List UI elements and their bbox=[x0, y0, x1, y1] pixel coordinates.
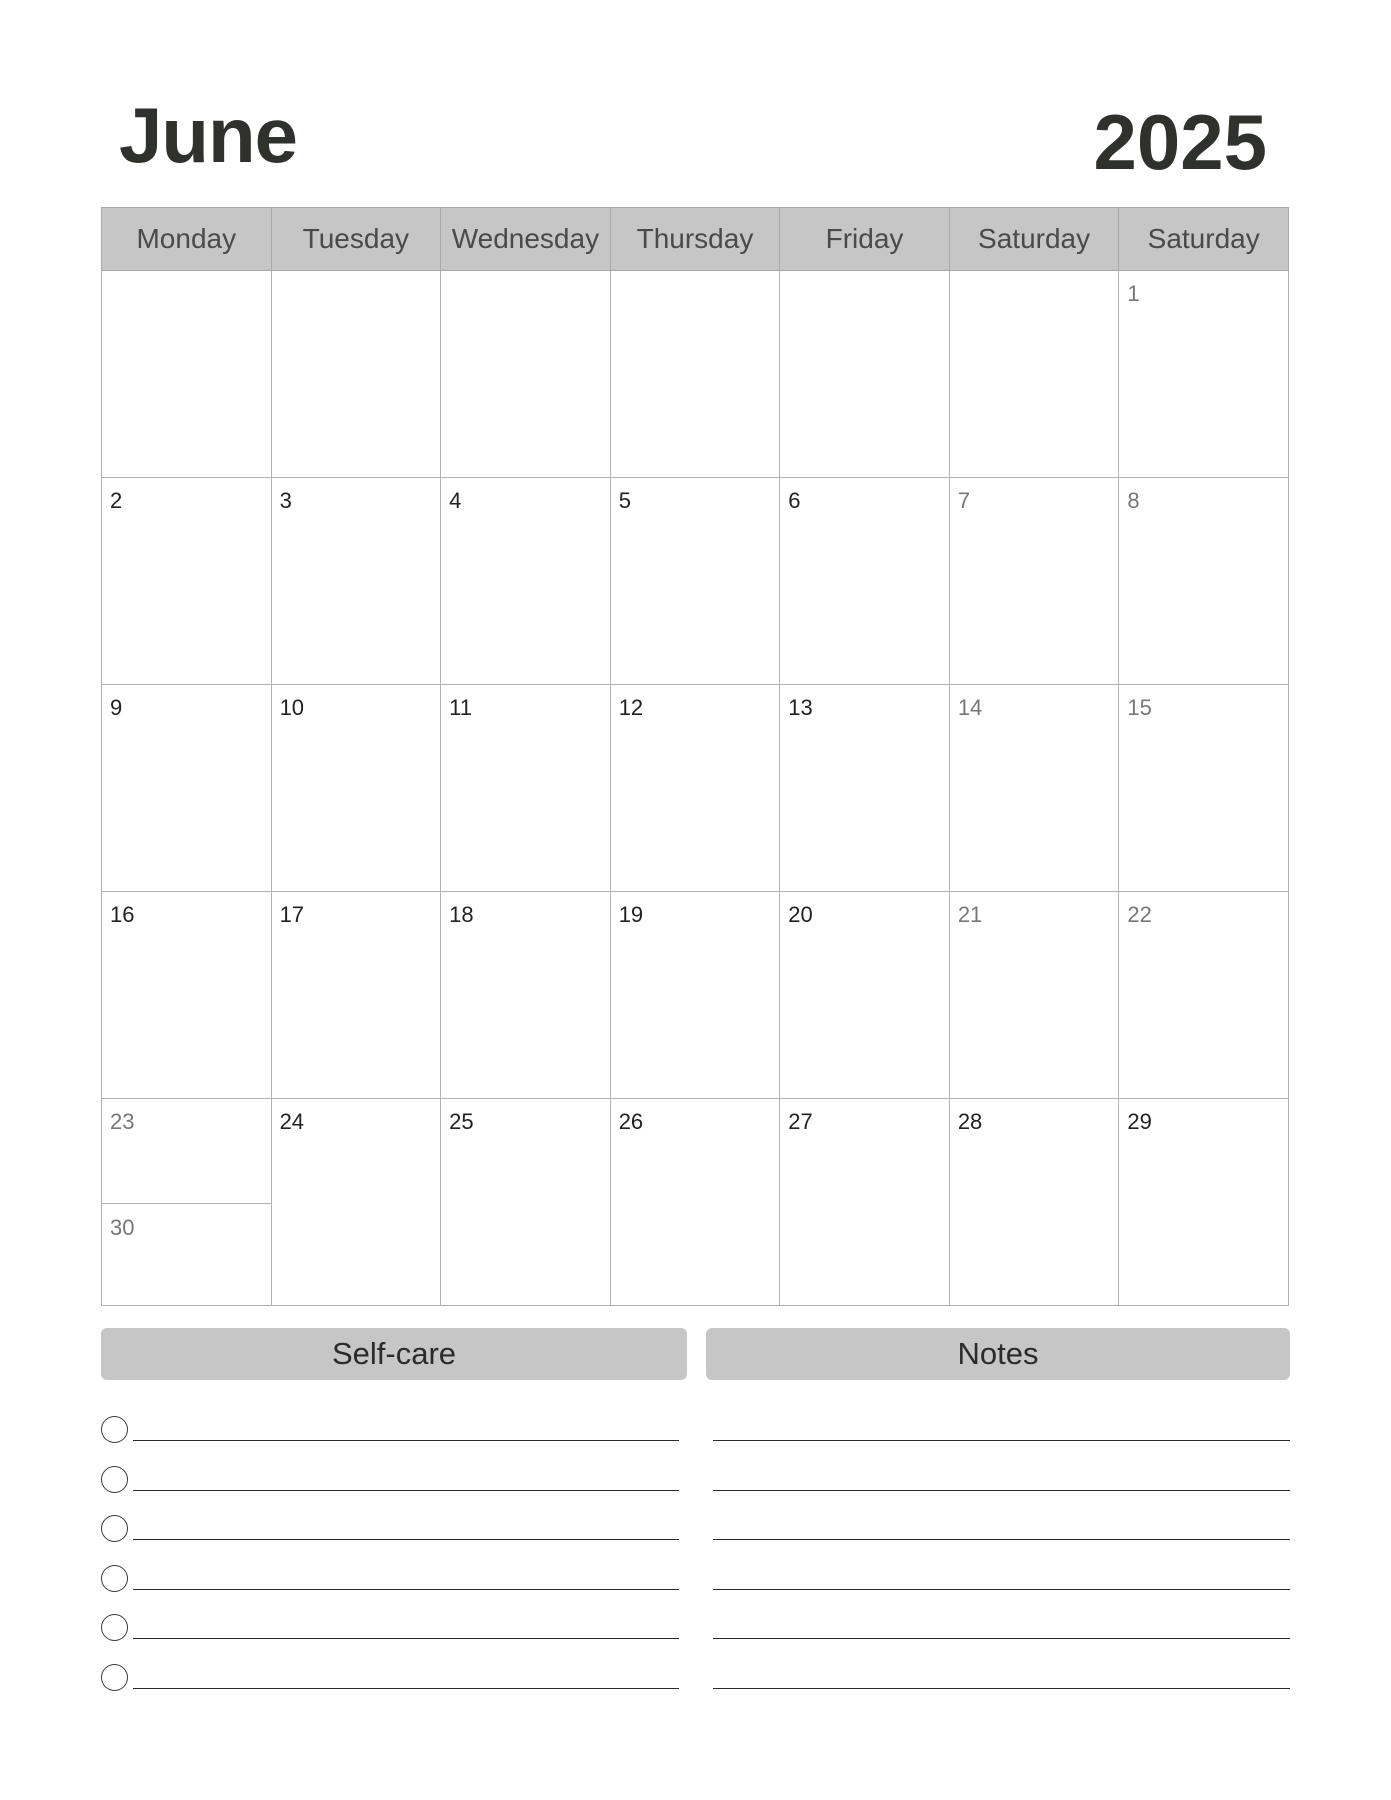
cell-divider bbox=[102, 1203, 271, 1204]
day-cell-split[interactable] bbox=[102, 1099, 272, 1306]
day-number: 14 bbox=[957, 695, 983, 720]
day-cell[interactable] bbox=[271, 685, 441, 892]
day-number: 1 bbox=[1127, 281, 1140, 306]
selfcare-write-line[interactable] bbox=[133, 1490, 679, 1491]
circle-checkbox-icon[interactable] bbox=[101, 1565, 128, 1592]
weekday-header: Saturday bbox=[1119, 208, 1289, 271]
week-row bbox=[102, 478, 1289, 685]
day-cell[interactable] bbox=[102, 685, 272, 892]
day-number: 12 bbox=[618, 695, 644, 720]
note-item bbox=[713, 1559, 1290, 1609]
day-cell[interactable] bbox=[780, 685, 950, 892]
note-write-line[interactable] bbox=[713, 1589, 1290, 1590]
day-cell[interactable] bbox=[780, 271, 950, 478]
week-row bbox=[102, 892, 1289, 1099]
day-number: 9 bbox=[110, 695, 123, 720]
note-item bbox=[713, 1658, 1290, 1708]
day-number: 22 bbox=[1127, 902, 1152, 927]
circle-checkbox-icon[interactable] bbox=[101, 1515, 128, 1542]
day-cell[interactable] bbox=[1119, 685, 1289, 892]
note-write-line[interactable] bbox=[713, 1490, 1290, 1491]
day-cell[interactable] bbox=[1119, 892, 1289, 1099]
day-cell[interactable] bbox=[780, 478, 950, 685]
day-cell[interactable] bbox=[1119, 271, 1289, 478]
note-item bbox=[713, 1509, 1290, 1559]
day-number: 27 bbox=[788, 1109, 813, 1134]
selfcare-write-line[interactable] bbox=[133, 1539, 679, 1540]
day-cell[interactable] bbox=[610, 685, 780, 892]
day-number: 11 bbox=[449, 695, 472, 720]
day-number: 16 bbox=[110, 902, 135, 927]
day-cell[interactable] bbox=[271, 892, 441, 1099]
circle-checkbox-icon[interactable] bbox=[101, 1664, 128, 1691]
selfcare-header: Self-care bbox=[101, 1328, 687, 1380]
weekday-header-row bbox=[102, 208, 1289, 271]
selfcare-item bbox=[101, 1658, 679, 1708]
day-cell[interactable] bbox=[780, 1099, 950, 1306]
day-number: 21 bbox=[957, 902, 983, 927]
day-cell[interactable] bbox=[102, 271, 272, 478]
day-number: 23 bbox=[110, 1109, 135, 1134]
notes-list bbox=[713, 1410, 1290, 1708]
weekday-header: Wednesday bbox=[441, 208, 611, 271]
day-number: 5 bbox=[618, 488, 631, 513]
day-cell[interactable] bbox=[610, 478, 780, 685]
year-title: 2025 bbox=[1093, 98, 1267, 186]
day-cell[interactable] bbox=[949, 892, 1119, 1099]
day-cell[interactable] bbox=[610, 892, 780, 1099]
circle-checkbox-icon[interactable] bbox=[101, 1466, 128, 1493]
selfcare-item bbox=[101, 1410, 679, 1460]
note-write-line[interactable] bbox=[713, 1440, 1290, 1441]
day-cell[interactable] bbox=[780, 892, 950, 1099]
day-cell[interactable] bbox=[610, 1099, 780, 1306]
note-item bbox=[713, 1608, 1290, 1658]
selfcare-item bbox=[101, 1460, 679, 1510]
day-number: 25 bbox=[449, 1109, 474, 1134]
selfcare-item bbox=[101, 1608, 679, 1658]
day-cell[interactable] bbox=[949, 271, 1119, 478]
day-number: 26 bbox=[618, 1109, 644, 1134]
day-cell[interactable] bbox=[271, 271, 441, 478]
day-number: 24 bbox=[279, 1109, 305, 1134]
selfcare-write-line[interactable] bbox=[133, 1440, 679, 1441]
day-cell[interactable] bbox=[271, 1099, 441, 1306]
note-write-line[interactable] bbox=[713, 1539, 1290, 1540]
day-cell[interactable] bbox=[949, 685, 1119, 892]
day-number: 17 bbox=[279, 902, 305, 927]
day-number: 18 bbox=[449, 902, 474, 927]
day-cell[interactable] bbox=[441, 892, 611, 1099]
circle-checkbox-icon[interactable] bbox=[101, 1614, 128, 1641]
day-number: 2 bbox=[110, 488, 123, 513]
day-number: 4 bbox=[449, 488, 462, 513]
day-number: 6 bbox=[788, 488, 801, 513]
month-title: June bbox=[119, 91, 298, 179]
week-row bbox=[102, 271, 1289, 478]
day-number: 29 bbox=[1127, 1109, 1152, 1134]
day-number: 19 bbox=[618, 902, 644, 927]
week-row bbox=[102, 685, 1289, 892]
note-write-line[interactable] bbox=[713, 1638, 1290, 1639]
week-row bbox=[102, 1099, 1289, 1306]
selfcare-item bbox=[101, 1559, 679, 1609]
weekday-header: Tuesday bbox=[271, 208, 441, 271]
day-number: 13 bbox=[788, 695, 813, 720]
selfcare-write-line[interactable] bbox=[133, 1638, 679, 1639]
weekday-header: Thursday bbox=[610, 208, 780, 271]
selfcare-list bbox=[101, 1410, 679, 1708]
day-cell[interactable] bbox=[949, 478, 1119, 685]
day-cell[interactable] bbox=[441, 271, 611, 478]
day-cell[interactable] bbox=[441, 685, 611, 892]
day-number: 10 bbox=[279, 695, 305, 720]
circle-checkbox-icon[interactable] bbox=[101, 1416, 128, 1443]
weekday-header: Friday bbox=[780, 208, 950, 271]
day-cell[interactable] bbox=[271, 478, 441, 685]
day-number: 20 bbox=[788, 902, 813, 927]
note-write-line[interactable] bbox=[713, 1688, 1290, 1689]
day-cell[interactable] bbox=[949, 1099, 1119, 1306]
day-number: 28 bbox=[957, 1109, 983, 1134]
notes-header: Notes bbox=[706, 1328, 1290, 1380]
day-cell[interactable] bbox=[1119, 1099, 1289, 1306]
day-cell[interactable] bbox=[610, 271, 780, 478]
selfcare-write-line[interactable] bbox=[133, 1688, 679, 1689]
note-item bbox=[713, 1460, 1290, 1510]
calendar-grid bbox=[101, 207, 1289, 1306]
day-number: 3 bbox=[279, 488, 292, 513]
day-cell[interactable] bbox=[441, 1099, 611, 1306]
day-cell[interactable] bbox=[102, 478, 272, 685]
day-cell[interactable] bbox=[102, 892, 272, 1099]
day-number: 8 bbox=[1127, 488, 1140, 513]
day-cell[interactable] bbox=[441, 478, 611, 685]
selfcare-write-line[interactable] bbox=[133, 1589, 679, 1590]
weekday-header: Saturday bbox=[949, 208, 1119, 271]
weekday-header: Monday bbox=[102, 208, 272, 271]
day-number: 30 bbox=[110, 1215, 135, 1240]
note-item bbox=[713, 1410, 1290, 1460]
day-number: 7 bbox=[957, 488, 971, 513]
selfcare-item bbox=[101, 1509, 679, 1559]
day-number: 15 bbox=[1127, 695, 1152, 720]
day-cell[interactable] bbox=[1119, 478, 1289, 685]
